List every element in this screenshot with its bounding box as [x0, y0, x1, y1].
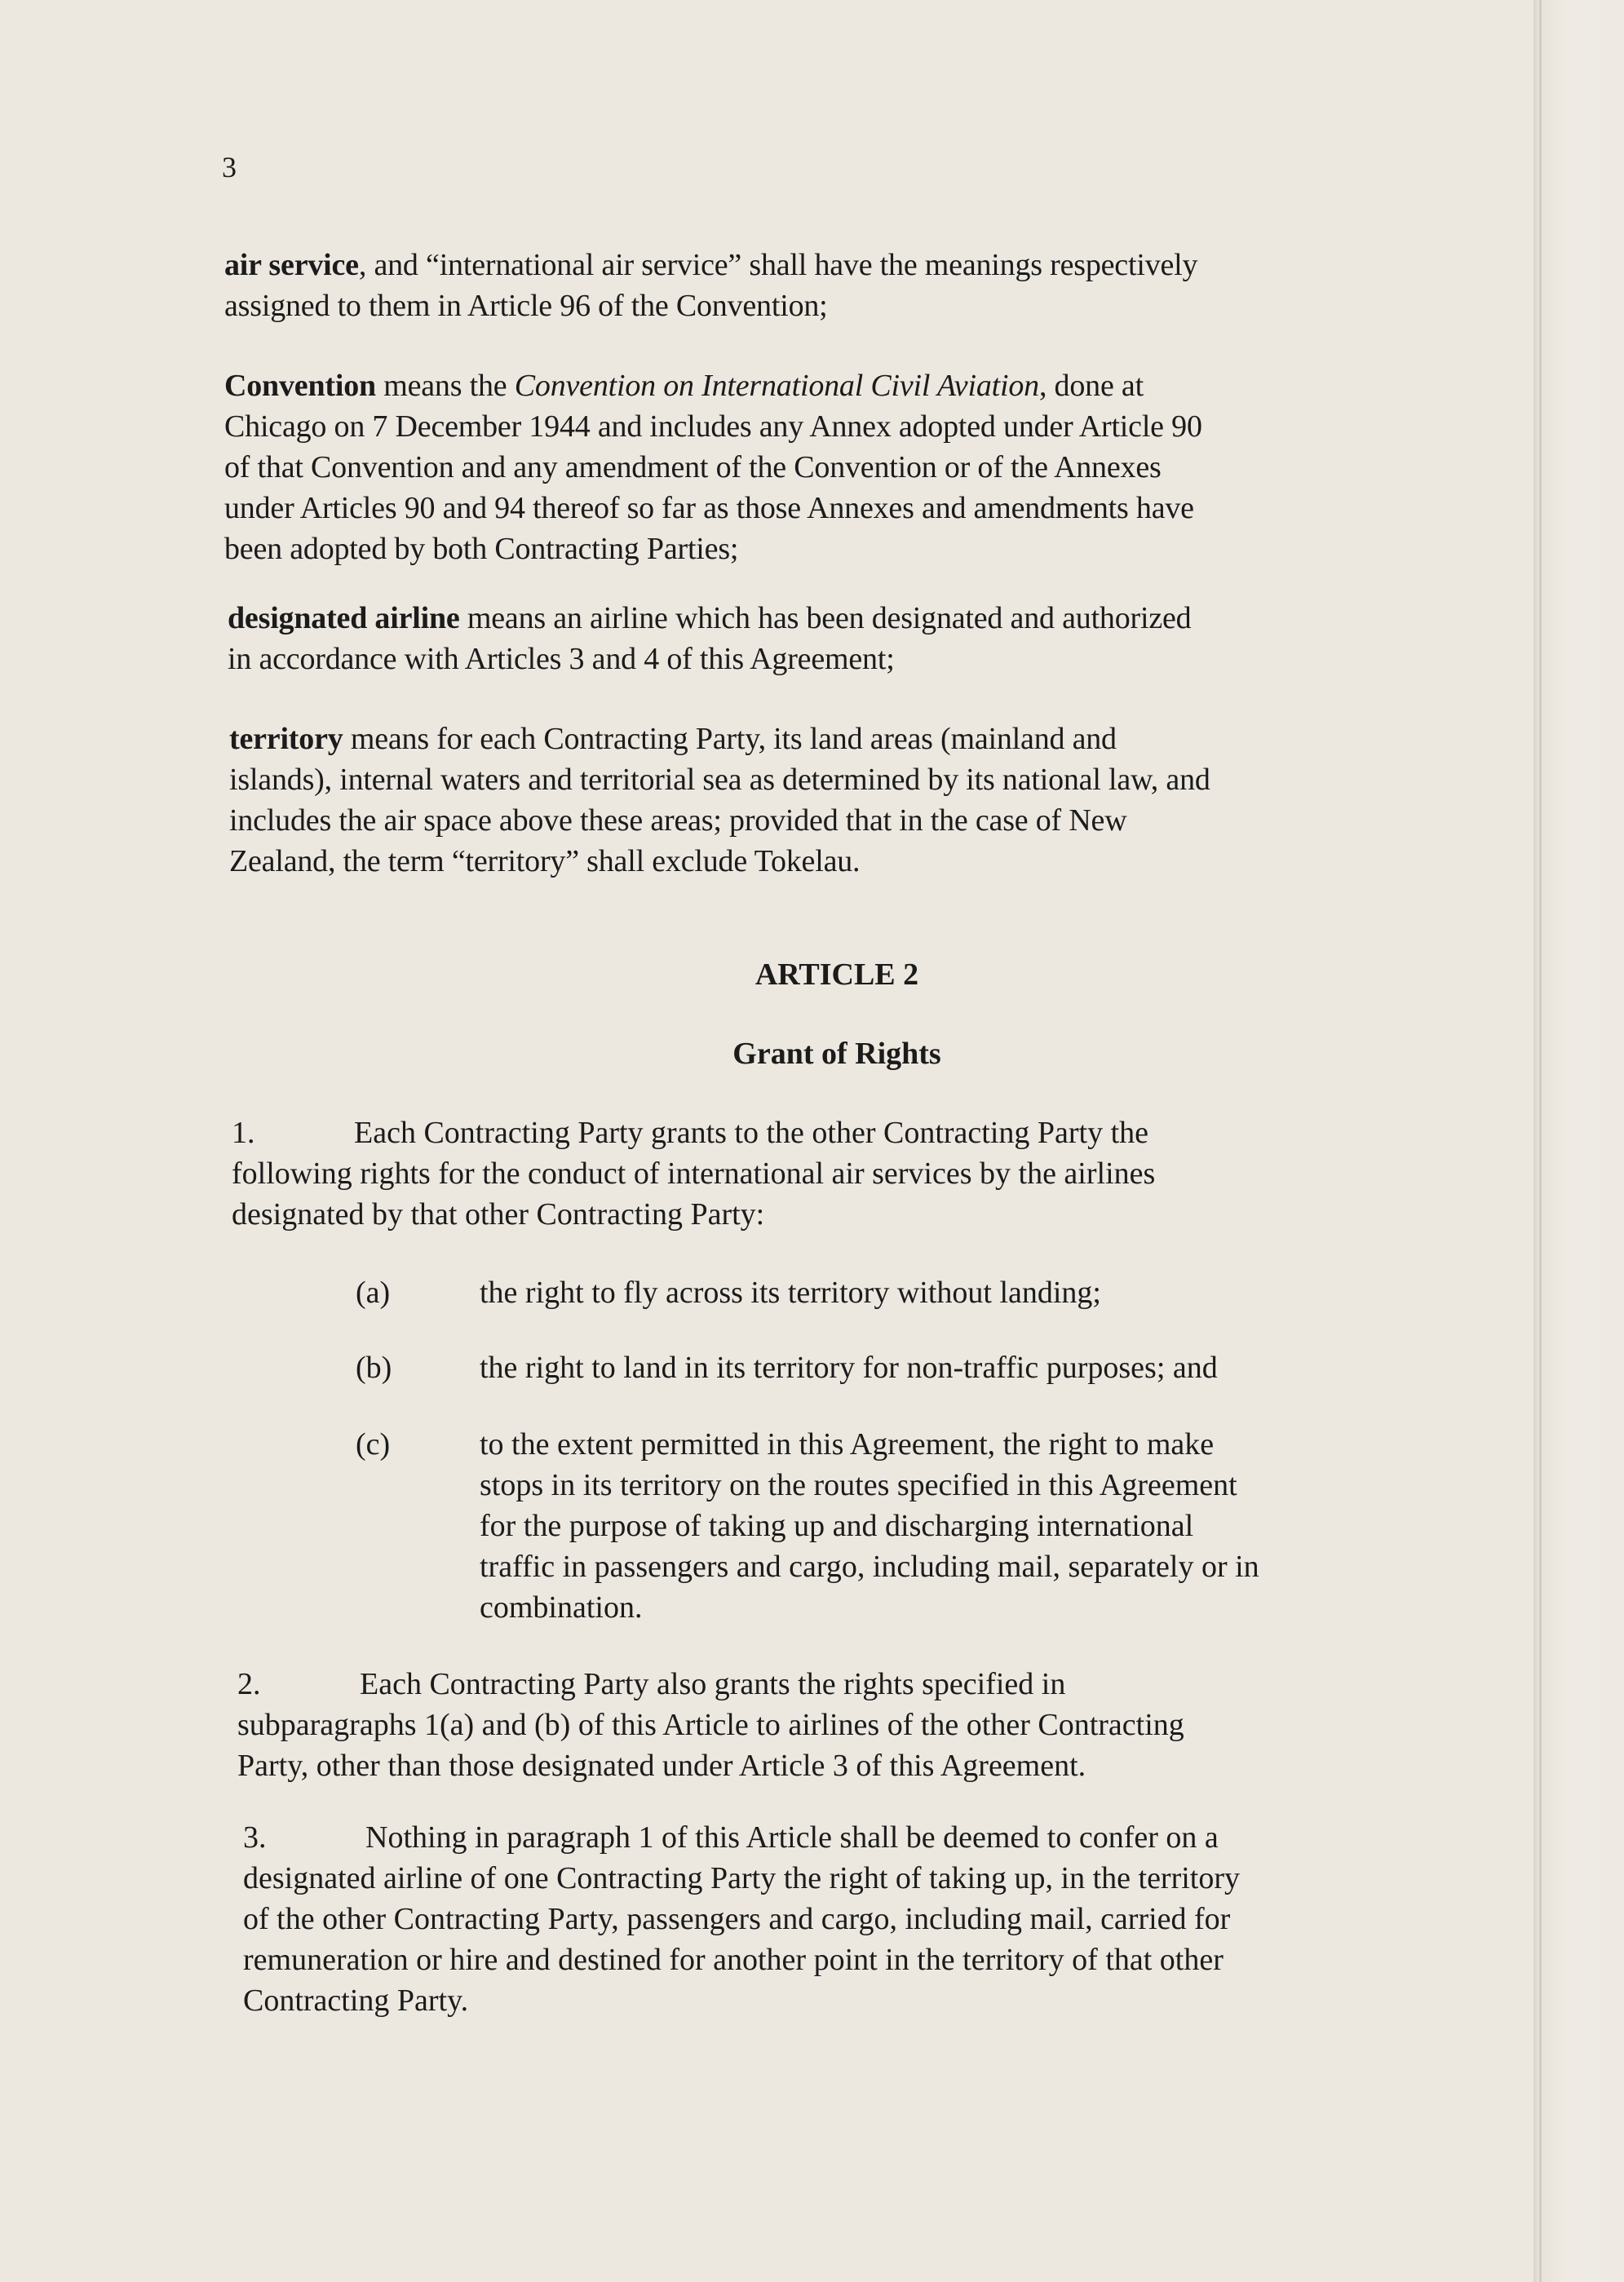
paragraph-text: Each Contracting Party also grants the rights specified in	[360, 1667, 1066, 1701]
definition-territory	[229, 719, 1210, 882]
paragraph-line: remuneration or hire and destined for another point in the territory of that other	[243, 1943, 1224, 1977]
subparagraph-line: combination.	[480, 1590, 643, 1625]
definition-line: of that Convention and any amendment of the Convention or of the Annexes	[224, 450, 1162, 484]
definition-term: territory	[229, 722, 343, 756]
page-number: 3	[222, 151, 237, 184]
paragraph-line: designated by that other Contracting Party:	[232, 1197, 765, 1232]
paragraph-line: subparagraphs 1(a) and (b) of this Article to airlines of the other Contracting	[237, 1708, 1184, 1742]
definition-line: includes the air space above these areas; provided that in the case of New	[229, 803, 1127, 838]
subparagraph-line: the right to fly across its territory without landing;	[480, 1276, 1101, 1310]
definition-term: Convention	[224, 369, 376, 403]
paragraph-line	[243, 1817, 1240, 1858]
definition-line: Chicago on 7 December 1944 and includes any Annex adopted under Article 90	[224, 409, 1202, 444]
paragraph-line: Party, other than those designated under Article 3 of this Agreement.	[237, 1749, 1086, 1783]
subparagraph-label: (c)	[356, 1427, 391, 1462]
definition-line: Zealand, the term “territory” shall exclude Tokelau.	[229, 844, 861, 878]
definition-line	[224, 245, 1197, 285]
definition-line: assigned to them in Article 96 of the Convention;	[224, 289, 828, 323]
definition-line: under Articles 90 and 94 thereof so far as those Annexes and amendments have	[224, 491, 1194, 525]
paragraph-number: 3.	[243, 1820, 267, 1855]
definition-line: in accordance with Articles 3 and 4 of this Agreement;	[228, 642, 895, 676]
paragraph-line	[232, 1112, 1155, 1153]
subparagraph-line: traffic in passengers and cargo, including mail, separately or in	[480, 1550, 1259, 1584]
subparagraph-text	[480, 1347, 1218, 1388]
definition-term: designated airline	[228, 601, 460, 635]
definition-line: been adopted by both Contracting Parties;	[224, 532, 739, 566]
paragraph-line: of the other Contracting Party, passengers and cargo, including mail, carried for	[243, 1902, 1231, 1936]
paragraph-line: following rights for the conduct of international air services by the airlines	[232, 1156, 1156, 1191]
article-heading: ARTICLE 2	[754, 957, 919, 992]
paragraph-number: 1.	[232, 1116, 255, 1150]
definition-line: islands), internal waters and territorial sea as determined by its national law, and	[229, 763, 1210, 797]
paragraph-3	[243, 1817, 1240, 2021]
definition-line	[224, 365, 1202, 406]
definition-line	[229, 719, 1210, 759]
subparagraph-line: for the purpose of taking up and discharging international	[480, 1509, 1194, 1543]
definition-text: means for each Contracting Party, its land areas (mainland and	[343, 722, 1117, 756]
definition-designated-airline	[228, 598, 1191, 679]
paragraph-line: designated airline of one Contracting Party the right of taking up, in the territory	[243, 1861, 1241, 1895]
paragraph-number: 2.	[237, 1667, 261, 1701]
subparagraph-line: stops in its territory on the routes specified in this Agreement	[480, 1468, 1237, 1502]
page-edge-line	[1539, 0, 1542, 2282]
subparagraph-label: (a)	[356, 1276, 391, 1310]
definition-text: means an airline which has been designated and authorized	[459, 601, 1192, 635]
paragraph-2	[237, 1664, 1184, 1786]
definition-line	[228, 598, 1191, 639]
page-edge	[1533, 0, 1624, 2282]
convention-title: Convention on International Civil Aviation	[514, 369, 1039, 403]
definition-text: , done at	[1038, 369, 1144, 403]
subparagraph-label: (b)	[356, 1351, 392, 1385]
subparagraph-text	[480, 1424, 1259, 1628]
paragraph-line	[237, 1664, 1184, 1705]
definition-text: means the	[375, 369, 515, 403]
subparagraph-line: to the extent permitted in this Agreement, the right to make	[480, 1427, 1215, 1462]
definition-convention	[224, 365, 1202, 569]
subparagraph-line: the right to land in its territory for non-traffic purposes; and	[480, 1351, 1218, 1385]
paragraph-text: Each Contracting Party grants to the other Contracting Party the	[354, 1116, 1149, 1150]
definition-term: air service	[224, 248, 359, 282]
paragraph-text: Nothing in paragraph 1 of this Article shall be deemed to confer on a	[365, 1820, 1219, 1855]
definition-air-service	[224, 245, 1197, 326]
article-subtitle: Grant of Rights	[732, 1037, 941, 1071]
definition-text: , and “international air service” shall have the meanings respectively	[358, 248, 1198, 282]
paragraph-1	[232, 1112, 1155, 1235]
subparagraph-text	[480, 1272, 1101, 1313]
paragraph-line: Contracting Party.	[243, 1983, 469, 2018]
